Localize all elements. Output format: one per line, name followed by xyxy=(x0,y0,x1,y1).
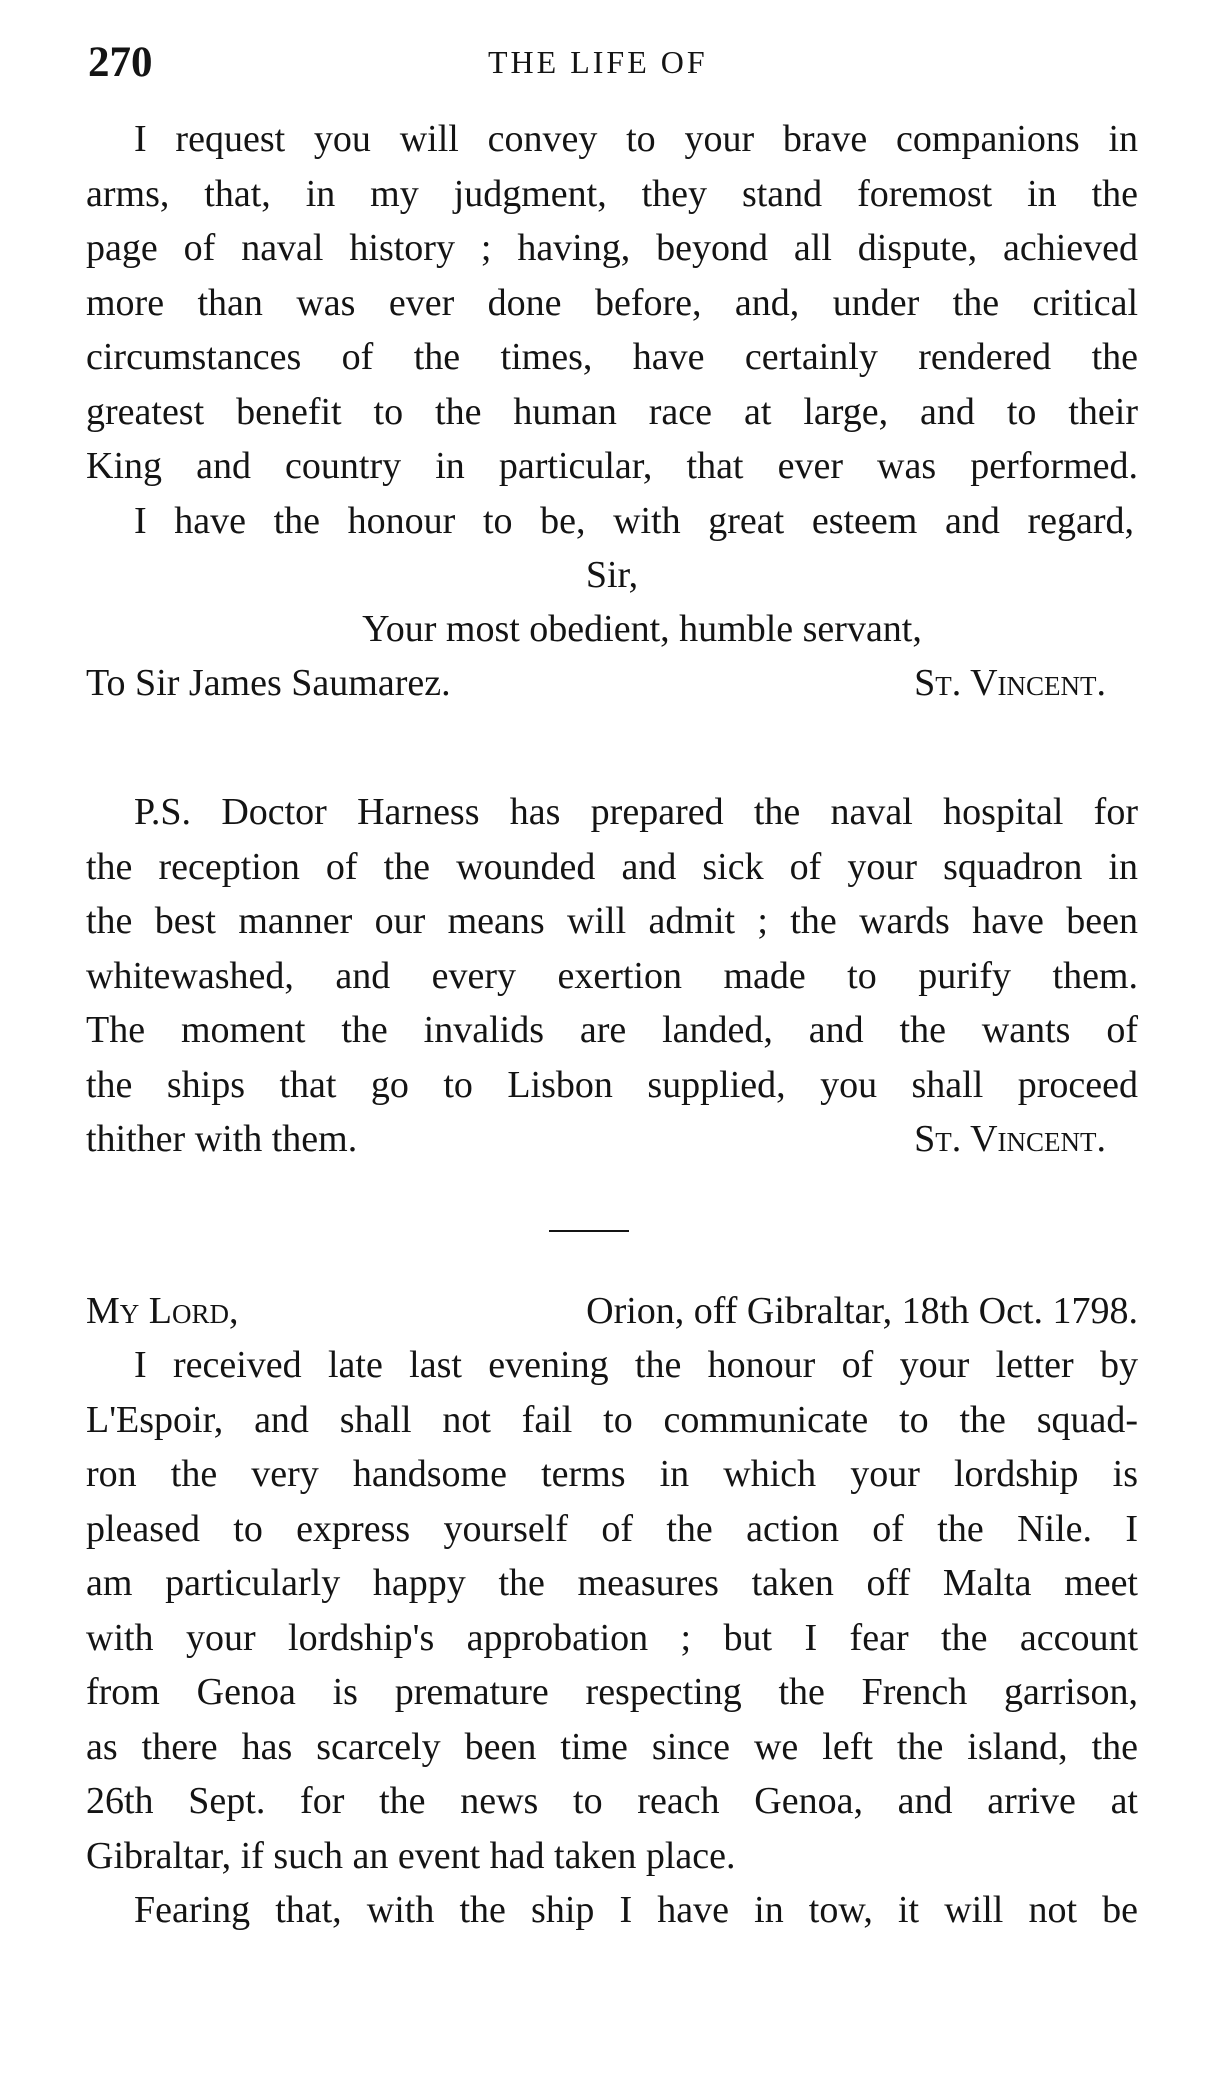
letter-salutation: My Lord, xyxy=(86,1290,239,1332)
letter-line: with your lordship's approbation ; but I fear the account xyxy=(86,1616,1138,1659)
letter-line: arms, that, in my judgment, they stand foremost in the xyxy=(86,172,1138,215)
postscript-line: the ships that go to Lisbon supplied, you shall proceed xyxy=(86,1063,1138,1106)
letter-line: from Genoa is premature respecting the French garrison, xyxy=(86,1671,1138,1713)
page-number: 270 xyxy=(88,39,153,86)
postscript xyxy=(86,785,1138,1166)
addressee-signature-row xyxy=(86,656,1138,710)
letter-salutation: Sir, xyxy=(585,554,639,596)
letter-addressee: To Sir James Saumarez. xyxy=(86,662,451,704)
letter-line: Gibraltar, if such an event had taken place. xyxy=(86,1834,736,1877)
letter-dateline: Orion, off Gibraltar, 18th Oct. 1798. xyxy=(586,1290,1138,1332)
letter-line: more than was ever done before, and, under the critical xyxy=(86,281,1138,324)
letter-signature: St. Vincent. xyxy=(914,662,1106,704)
section-divider xyxy=(549,1230,629,1232)
postscript-line: P.S. Doctor Harness has prepared the naval hospital for xyxy=(134,791,1138,833)
page-header xyxy=(88,38,1136,88)
running-head: THE LIFE OF xyxy=(488,44,708,80)
salutation-dateline-row xyxy=(86,1284,1138,1338)
letter-line: I request you will convey to your brave companions in xyxy=(134,118,1138,160)
letter-saint-vincent xyxy=(86,112,1138,710)
letter-line: Fearing that, with the ship I have in tow, it will not be xyxy=(134,1889,1138,1931)
letter-line: I received late last evening the honour of your letter by xyxy=(134,1344,1138,1386)
letter-line: am particularly happy the measures taken off Malta meet xyxy=(86,1562,1138,1604)
letter-closing: I have the honour to be, with great esteem and regard, xyxy=(134,499,1134,542)
letter-line: greatest benefit to the human race at large, and to their xyxy=(86,390,1138,433)
letter-line: 26th Sept. for the news to reach Genoa, and arrive at xyxy=(86,1780,1138,1822)
letter-line: page of naval history ; having, beyond all dispute, achieved xyxy=(86,227,1138,269)
postscript-signature: St. Vincent. xyxy=(914,1118,1106,1160)
letter-sign-off: Your most obedient, humble servant, xyxy=(362,608,922,650)
postscript-line: whitewashed, and every exertion made to purify them. xyxy=(86,954,1138,997)
postscript-final-row xyxy=(86,1112,1138,1166)
letter-line: as there has scarcely been time since we left the island, the xyxy=(86,1725,1138,1768)
postscript-line: thither with them. xyxy=(86,1118,358,1160)
letter-saumarez xyxy=(86,1284,1138,1938)
letter-line: circumstances of the times, have certainly rendered the xyxy=(86,336,1138,378)
letter-line: ron the very handsome terms in which your lordship is xyxy=(86,1453,1138,1495)
postscript-line: the best manner our means will admit ; the wards have been xyxy=(86,900,1138,942)
postscript-line: the reception of the wounded and sick of your squadron in xyxy=(86,845,1138,888)
postscript-line: The moment the invalids are landed, and the wants of xyxy=(86,1009,1138,1051)
letter-line: King and country in particular, that ever was performed. xyxy=(86,445,1138,487)
letter-line: L'Espoir, and shall not fail to communicate to the squad- xyxy=(86,1398,1138,1441)
letter-line: pleased to express yourself of the action of the Nile. I xyxy=(86,1507,1138,1550)
